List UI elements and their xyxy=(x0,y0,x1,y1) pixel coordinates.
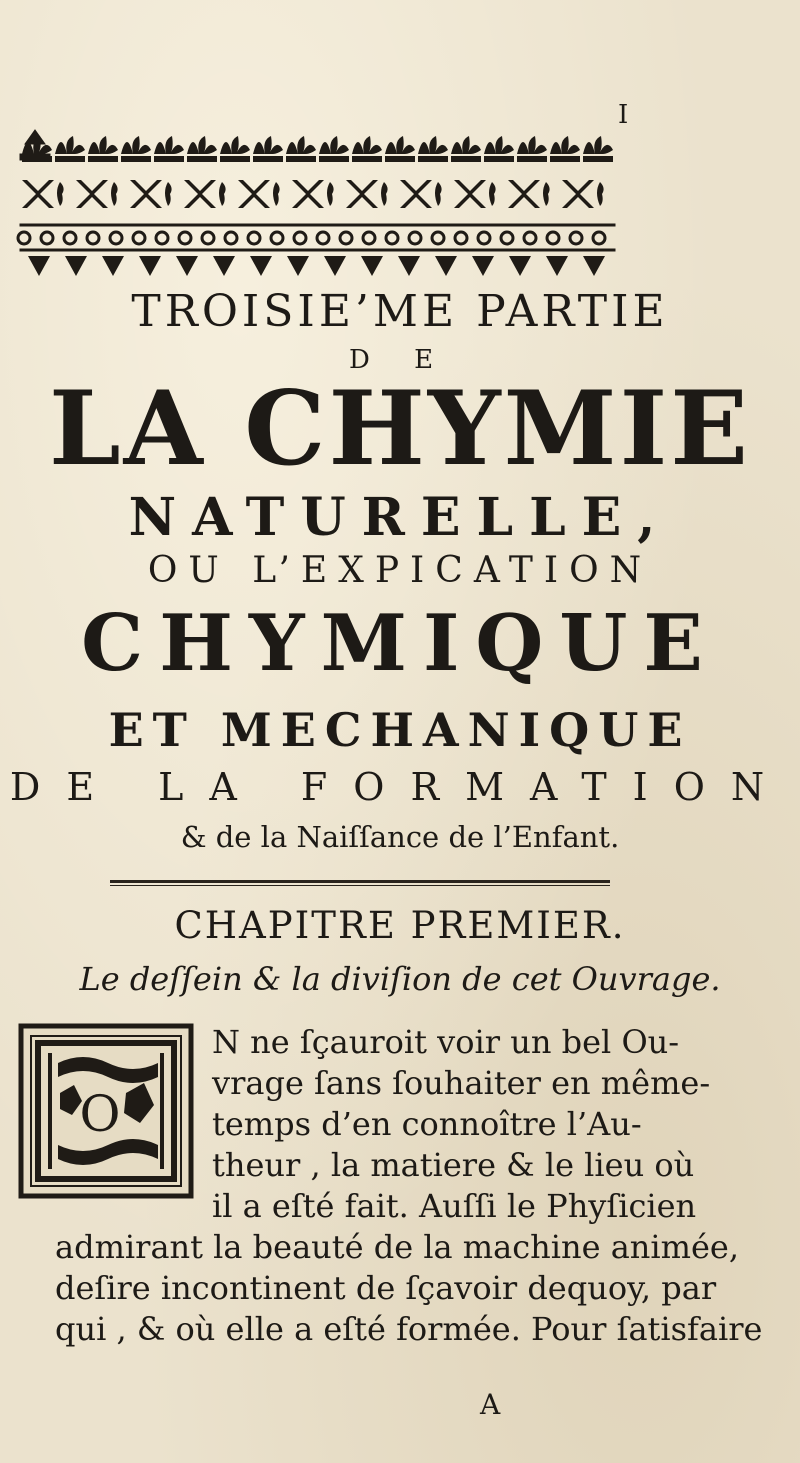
title-mechanique: ET MECHANIQUE xyxy=(108,703,692,757)
ornament-palmette xyxy=(451,136,481,162)
ornament-small-palmette xyxy=(435,256,457,276)
ornament-bracket xyxy=(292,180,324,208)
ornament-scroll xyxy=(87,232,99,244)
body-line-6: admirant la beauté de la machine animée, xyxy=(55,1228,740,1266)
ornament-scroll xyxy=(110,232,122,244)
ornament-palmette xyxy=(385,136,415,162)
ornament-palmette xyxy=(154,136,184,162)
ornament-scroll xyxy=(409,232,421,244)
ornament-small-palmette xyxy=(472,256,494,276)
ornament-small-palmette xyxy=(509,256,531,276)
ornament-flourish xyxy=(597,182,604,206)
divider-rule-thin xyxy=(110,885,610,886)
ornament-scroll xyxy=(593,232,605,244)
ornament-small-palmette xyxy=(65,256,87,276)
title-ou-expication: OU L’EXPICATION xyxy=(147,550,653,591)
ornament-flourish xyxy=(273,182,280,206)
body-line-8: qui , & où elle a eſté formée. Pour ſatisfaire xyxy=(55,1310,763,1348)
ornament-palmette xyxy=(484,136,514,162)
ornament-scroll xyxy=(294,232,306,244)
ornament-palmette xyxy=(352,136,382,162)
ornament-scroll xyxy=(248,232,260,244)
ornament-scroll xyxy=(64,232,76,244)
ornament-palmette xyxy=(583,136,613,162)
ornament-scroll xyxy=(478,232,490,244)
title-naturelle: NATURELLE, xyxy=(128,487,672,548)
ornament-scroll xyxy=(18,232,30,244)
ornament-flourish xyxy=(111,182,118,206)
ornament-small-palmette xyxy=(102,256,124,276)
ornament-bracket xyxy=(400,180,432,208)
chapter-heading: CHAPITRE PREMIER. xyxy=(174,904,626,947)
ornament-bracket xyxy=(238,180,270,208)
ornament-scroll xyxy=(225,232,237,244)
title-chymique: CHYMIQUE xyxy=(81,598,719,689)
ornament-palmette xyxy=(418,136,448,162)
ornament-small-palmette xyxy=(287,256,309,276)
title-naissance: & de la Naiſſance de l’Enfant. xyxy=(180,820,620,854)
ornament-bracket xyxy=(76,180,108,208)
catchword: A xyxy=(480,1388,501,1421)
ornament-scroll xyxy=(340,232,352,244)
ornament-scroll xyxy=(41,232,53,244)
ornament-scroll xyxy=(501,232,513,244)
head-ornament-band xyxy=(0,124,800,284)
ornament-palmette xyxy=(22,136,52,162)
body-line-5: il a eſté fait. Auſſi le Phyſicien xyxy=(212,1187,697,1225)
title-chymie: LA CHYMIE xyxy=(48,369,752,489)
ornament-palmette xyxy=(187,136,217,162)
ornament-scroll xyxy=(386,232,398,244)
ornament-flourish xyxy=(57,182,64,206)
ornament-flourish xyxy=(489,182,496,206)
ornament-bracket xyxy=(130,180,162,208)
ornament-scroll xyxy=(317,232,329,244)
ornament-small-palmette xyxy=(213,256,235,276)
ornament-bracket xyxy=(508,180,540,208)
ornament-small-palmette xyxy=(176,256,198,276)
ornament-bracket xyxy=(562,180,594,208)
body-line-1: N ne ſçauroit voir un bel Ou- xyxy=(212,1023,680,1061)
ornament-scroll xyxy=(524,232,536,244)
ornament-palmette xyxy=(319,136,349,162)
drop-cap-letter: O xyxy=(79,1085,121,1143)
ornament-small-palmette xyxy=(250,256,272,276)
body-line-2: vrage ſans ſouhaiter en même- xyxy=(212,1064,711,1102)
ornament-scroll xyxy=(271,232,283,244)
body-line-7: deſire incontinent de ſçavoir dequoy, par xyxy=(55,1269,717,1307)
ornament-flourish xyxy=(435,182,442,206)
ornament-flourish xyxy=(381,182,388,206)
ornament-small-palmette xyxy=(398,256,420,276)
page-number: I xyxy=(618,100,629,130)
ornament-flourish xyxy=(543,182,550,206)
ornament-palmette xyxy=(286,136,316,162)
title-part: TROISIE’ME PARTIE xyxy=(131,286,669,337)
ornament-flourish xyxy=(327,182,334,206)
ornament-palmette xyxy=(55,136,85,162)
ornament-scroll xyxy=(547,232,559,244)
ornament-scroll xyxy=(570,232,582,244)
body-line-4: theur , la matiere & le lieu où xyxy=(212,1146,695,1184)
ornament-scroll xyxy=(455,232,467,244)
chapter-subtitle: Le deſſein & la diviſion de cet Ouvrage. xyxy=(79,960,721,998)
drop-cap-ornament xyxy=(18,1023,194,1199)
ornament-bracket xyxy=(184,180,216,208)
ornament-scroll xyxy=(179,232,191,244)
ornament-scroll xyxy=(202,232,214,244)
ornament-palmette xyxy=(517,136,547,162)
ornament-scroll xyxy=(133,232,145,244)
ornament-bracket xyxy=(454,180,486,208)
body-line-3: temps d’en connoître l’Au- xyxy=(212,1105,642,1143)
ornament-small-palmette xyxy=(324,256,346,276)
ornament-flourish xyxy=(219,182,226,206)
ornament-palmette xyxy=(220,136,250,162)
ornament-bracket xyxy=(22,180,54,208)
ornament-small-palmette xyxy=(139,256,161,276)
ornament-small-palmette xyxy=(583,256,605,276)
ornament-small-palmette xyxy=(28,256,50,276)
divider-rule-thick xyxy=(110,880,610,883)
ornament-small-palmette xyxy=(546,256,568,276)
ornament-palmette xyxy=(253,136,283,162)
ornament-palmette xyxy=(121,136,151,162)
title-formation: DE LA FORMATION xyxy=(9,765,791,809)
ornament-palmette xyxy=(550,136,580,162)
ornament-small-palmette xyxy=(361,256,383,276)
ornament-scroll xyxy=(156,232,168,244)
ornament-flourish xyxy=(165,182,172,206)
ornament-scroll xyxy=(432,232,444,244)
ornament-palmette xyxy=(88,136,118,162)
title-de: D E xyxy=(348,345,452,375)
ornament-bracket xyxy=(346,180,378,208)
ornament-scroll xyxy=(363,232,375,244)
